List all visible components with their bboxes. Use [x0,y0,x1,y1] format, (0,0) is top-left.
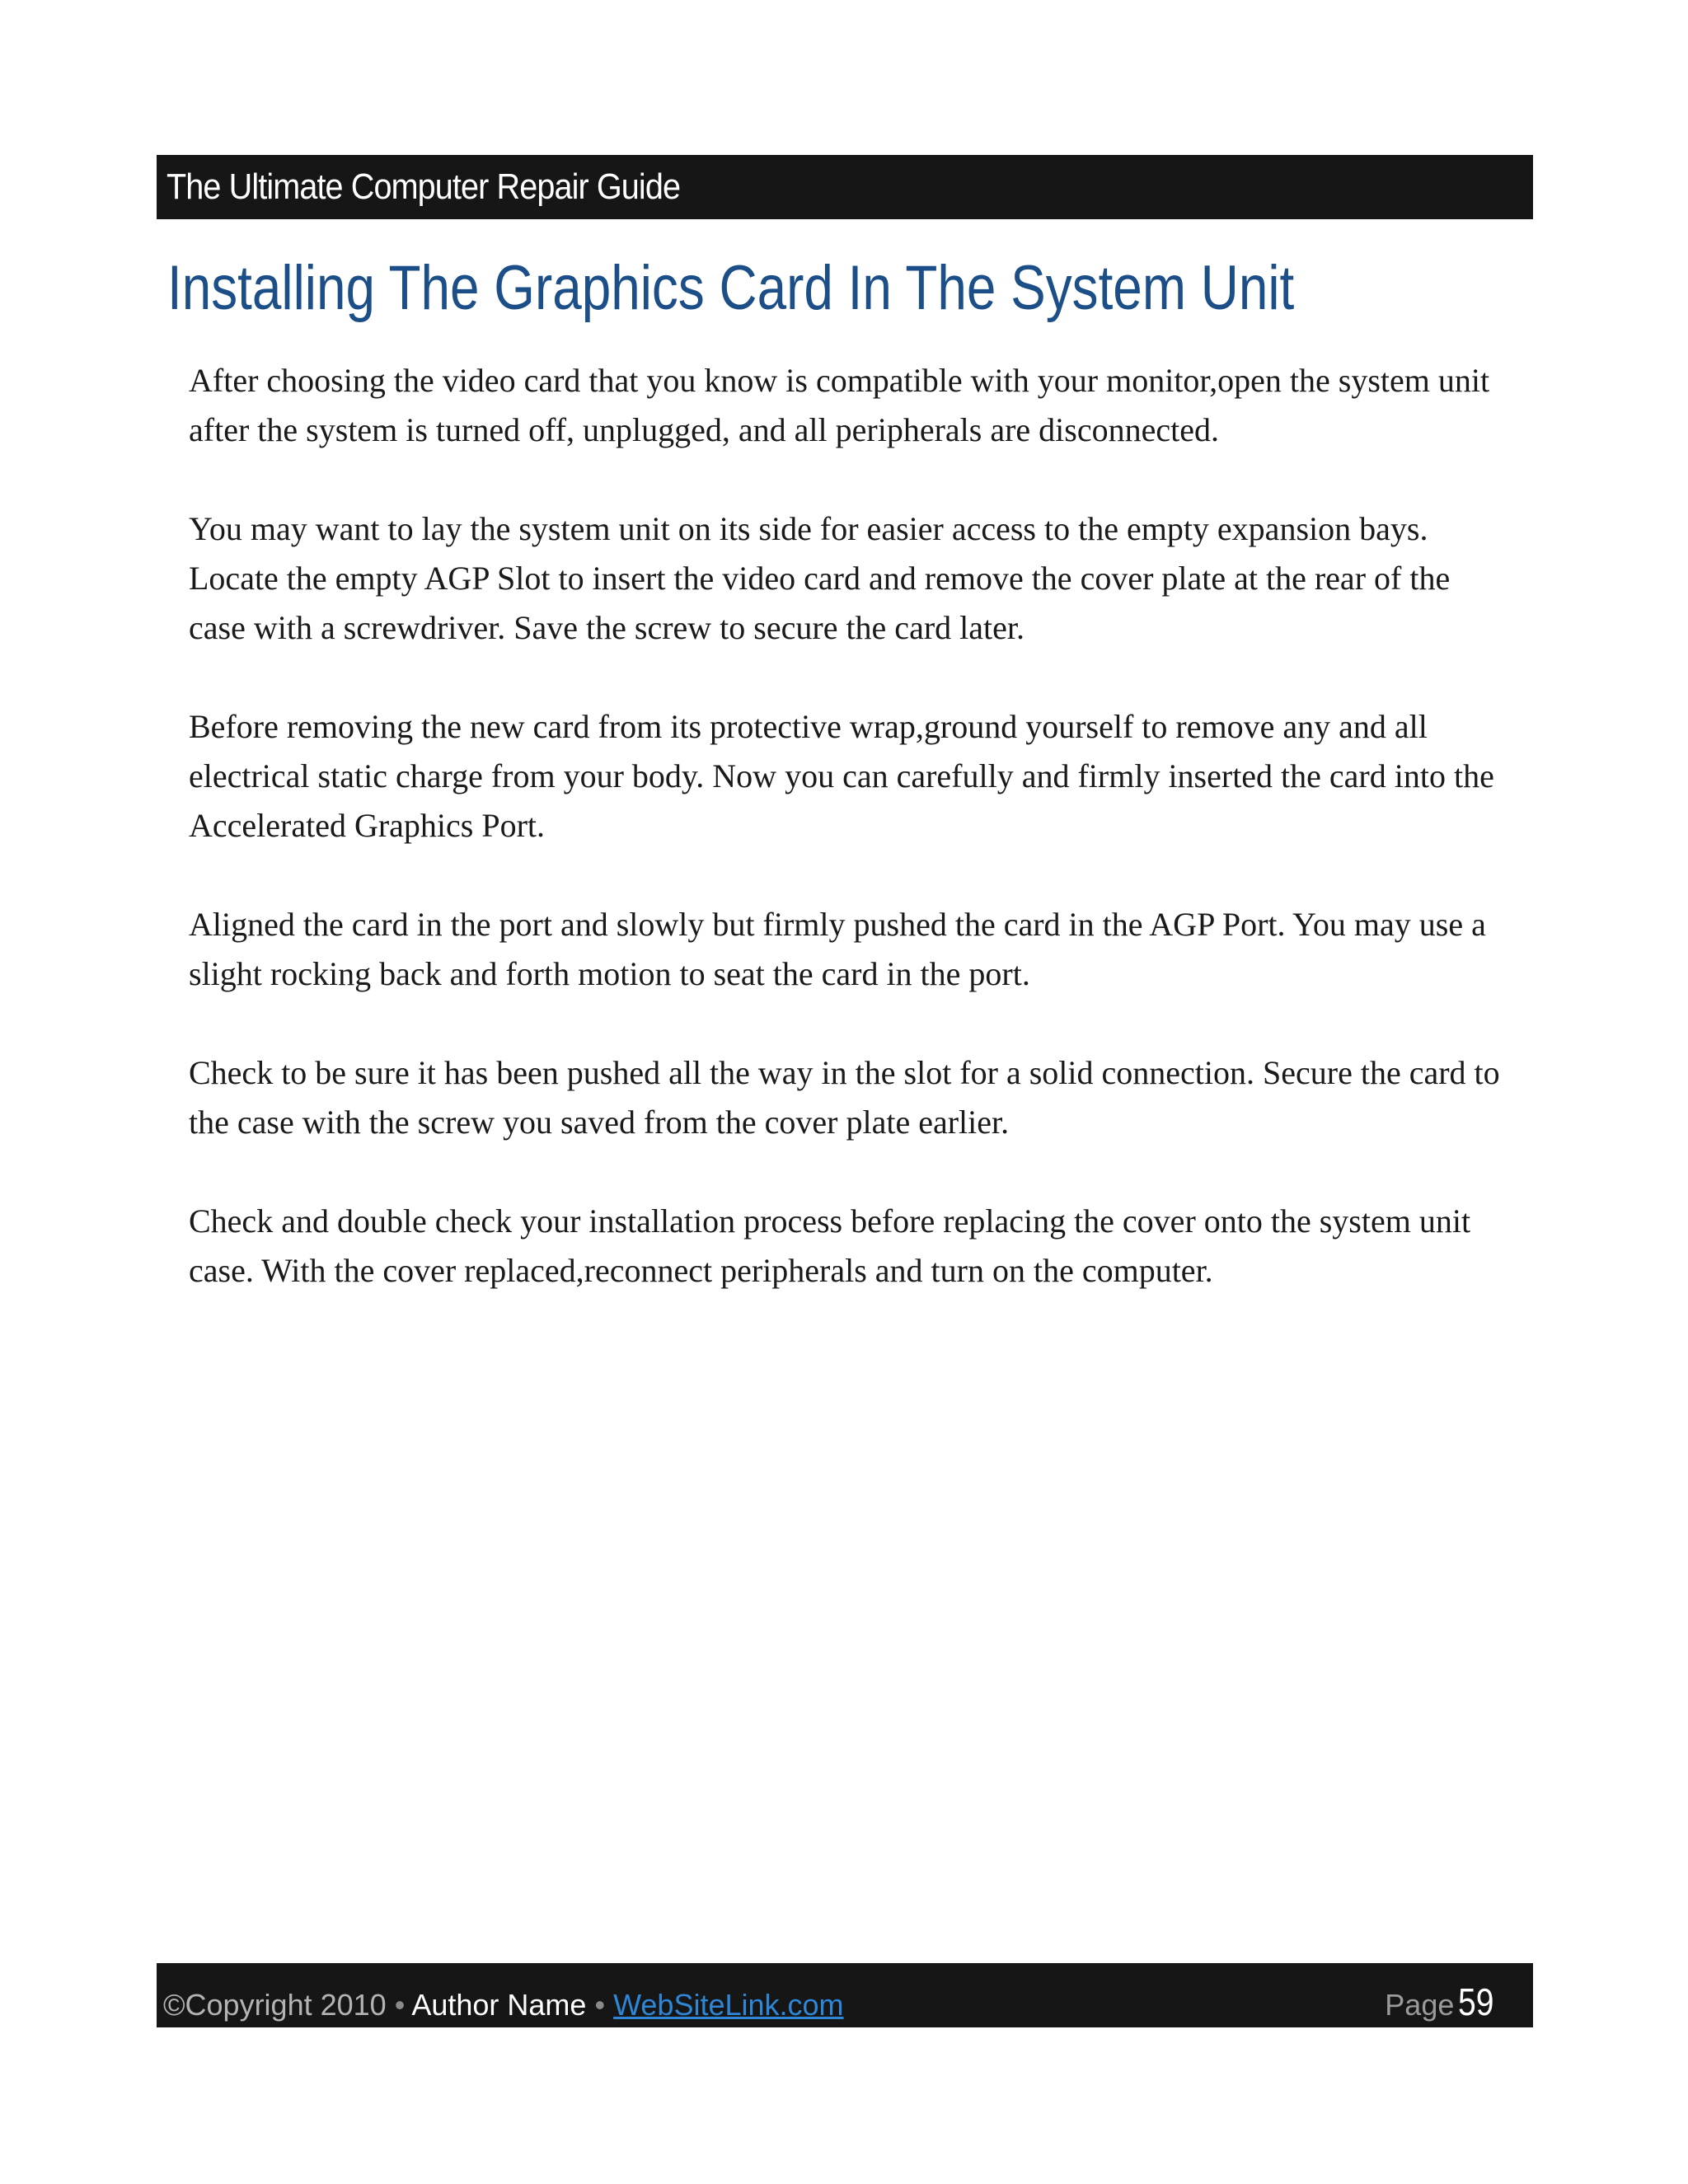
paragraph: You may want to lay the system unit on its side for easier access to the empty expansion bays. Locate the empty AGP Slot to insert the video card and remove the cover plate at the rear of the case with a screwdriver. Save the screw to secure the card later. [189,510,1451,646]
paragraph: Aligned the card in the port and slowly but firmly pushed the card in the AGP Port. You may use a slight rocking back and forth motion to seat the card in the port. [189,906,1486,992]
page-title: Installing The Graphics Card In The System Unit [167,253,1295,323]
page-number: 59 [1457,1980,1494,2023]
footer-credits [163,1988,844,2027]
book-title: The Ultimate Computer Repair Guide [166,166,681,207]
paragraph: Check and double check your installation process before replacing the cover onto the system unit case. With the cover replaced,reconnect peripherals and turn on the computer. [189,1202,1471,1289]
website-link[interactable]: WebSiteLink.com [613,1988,844,2022]
copyright-text: ©Copyright 2010 [163,1988,387,2022]
page-indicator [1385,1980,1500,2027]
footer-separator: • [394,1988,406,2022]
footer-bar [157,1963,1533,2027]
body-text [189,356,1507,1345]
header-bar [157,155,1533,219]
paragraph: Before removing the new card from its protective wrap,ground yourself to remove any and all electrical static charge from your body. Now you can carefully and firmly inserted the card into the Accelerated Graphics Port. [189,708,1494,844]
footer-separator: • [594,1988,606,2022]
paragraph: Check to be sure it has been pushed all the way in the slot for a solid connection. Secure the card to the case with the screw you saved from the cover plate earlier. [189,1054,1500,1141]
page-label: Page [1385,1988,1455,2022]
paragraph: After choosing the video card that you know is compatible with your monitor,open the system unit after the system is turned off, unplugged, and all peripherals are disconnected. [189,362,1490,448]
author-name: Author Name [411,1988,587,2022]
